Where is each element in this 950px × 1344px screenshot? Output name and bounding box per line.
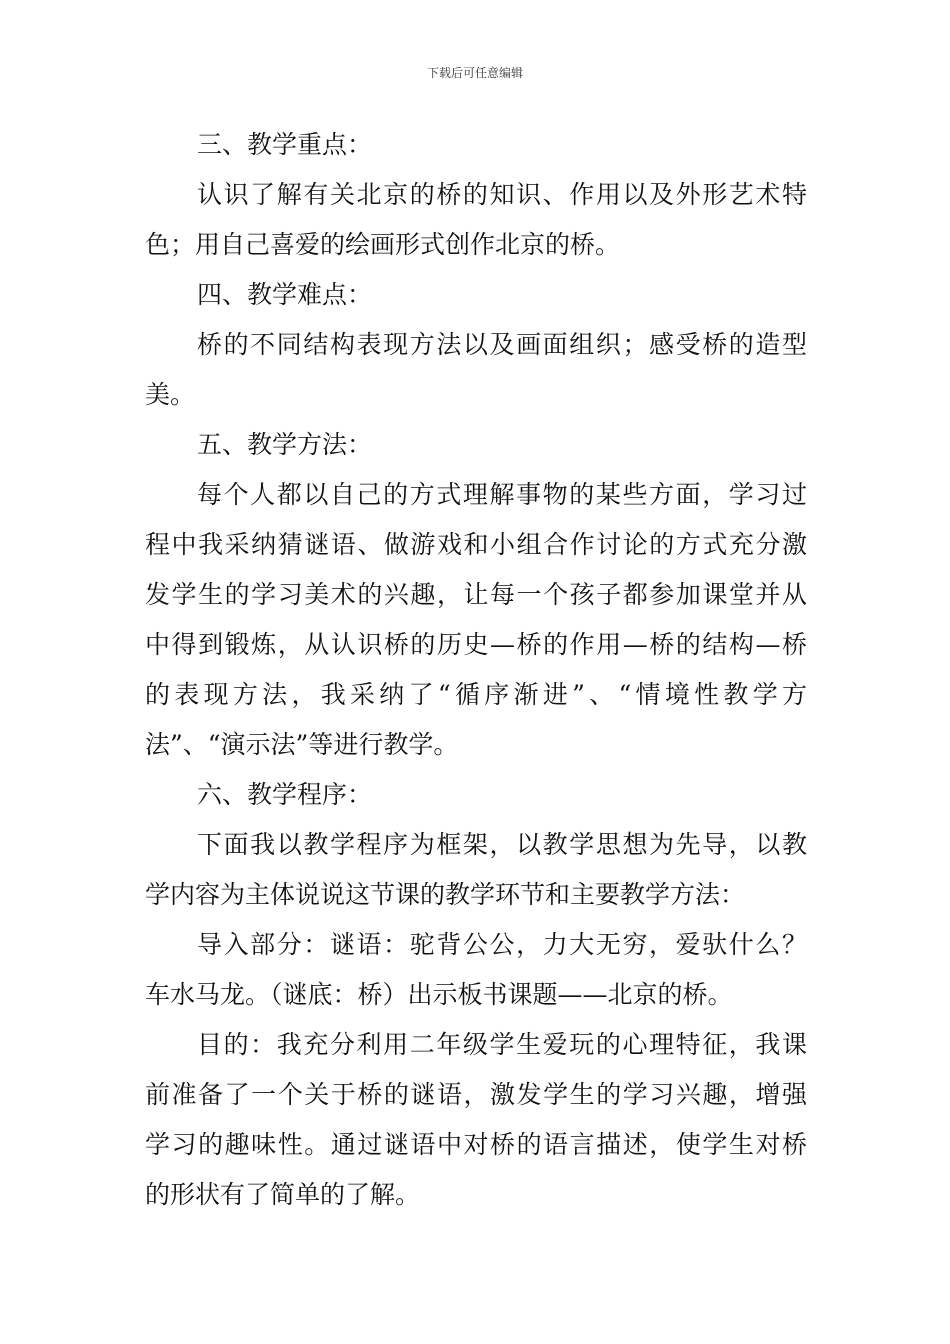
- paragraph-line: 发学生的学习美术的兴趣，让每一个孩子都参加课堂并从: [145, 580, 807, 609]
- paragraph-line: 认识了解有关北京的桥的知识、作用以及外形艺术特: [197, 180, 807, 209]
- paragraph-line: 的表现方法，我采纳了“循序渐进”、“情境性教学方: [145, 680, 807, 709]
- paragraph-line: 学内容为主体说说这节课的教学环节和主要教学方法：: [145, 880, 746, 909]
- section-heading-difficulties: 四、教学难点：: [197, 280, 373, 309]
- paragraph-line: 目的：我充分利用二年级学生爱玩的心理特征，我课: [197, 1030, 807, 1059]
- paragraph-line: 中得到锻炼，从认识桥的历史—桥的作用—桥的结构—桥: [145, 630, 807, 659]
- page-header: 下载后可任意编辑: [426, 66, 523, 80]
- paragraph-line: 导入部分：谜语：驼背公公，力大无穷，爱驮什么？: [197, 930, 807, 959]
- paragraph-line: 法”、“演示法”等进行教学。: [145, 730, 459, 759]
- paragraph-line: 学习的趣味性。通过谜语中对桥的语言描述，使学生对桥: [145, 1130, 807, 1159]
- section-heading-methods: 五、教学方法：: [197, 430, 373, 459]
- section-heading-key-points: 三、教学重点：: [197, 130, 373, 159]
- paragraph-line: 程中我采纳猜谜语、做游戏和小组合作讨论的方式充分激: [145, 530, 807, 559]
- paragraph-line: 车水马龙。（谜底：桥）出示板书课题——北京的桥。: [145, 980, 733, 1009]
- paragraph-line: 色；用自己喜爱的绘画形式创作北京的桥。: [145, 230, 621, 259]
- paragraph-line: 桥的不同结构表现方法以及画面组织；感受桥的造型: [197, 330, 807, 359]
- document-body: [145, 120, 807, 1220]
- paragraph-line: 美。: [145, 380, 196, 409]
- paragraph-line: 下面我以教学程序为框架，以教学思想为先导，以教: [197, 830, 807, 859]
- section-heading-procedure: 六、教学程序：: [197, 780, 373, 809]
- paragraph-line: 的形状有了简单的了解。: [145, 1180, 421, 1209]
- paragraph-line: 每个人都以自己的方式理解事物的某些方面，学习过: [197, 480, 807, 509]
- paragraph-line: 前准备了一个关于桥的谜语，激发学生的学习兴趣，增强: [145, 1080, 807, 1109]
